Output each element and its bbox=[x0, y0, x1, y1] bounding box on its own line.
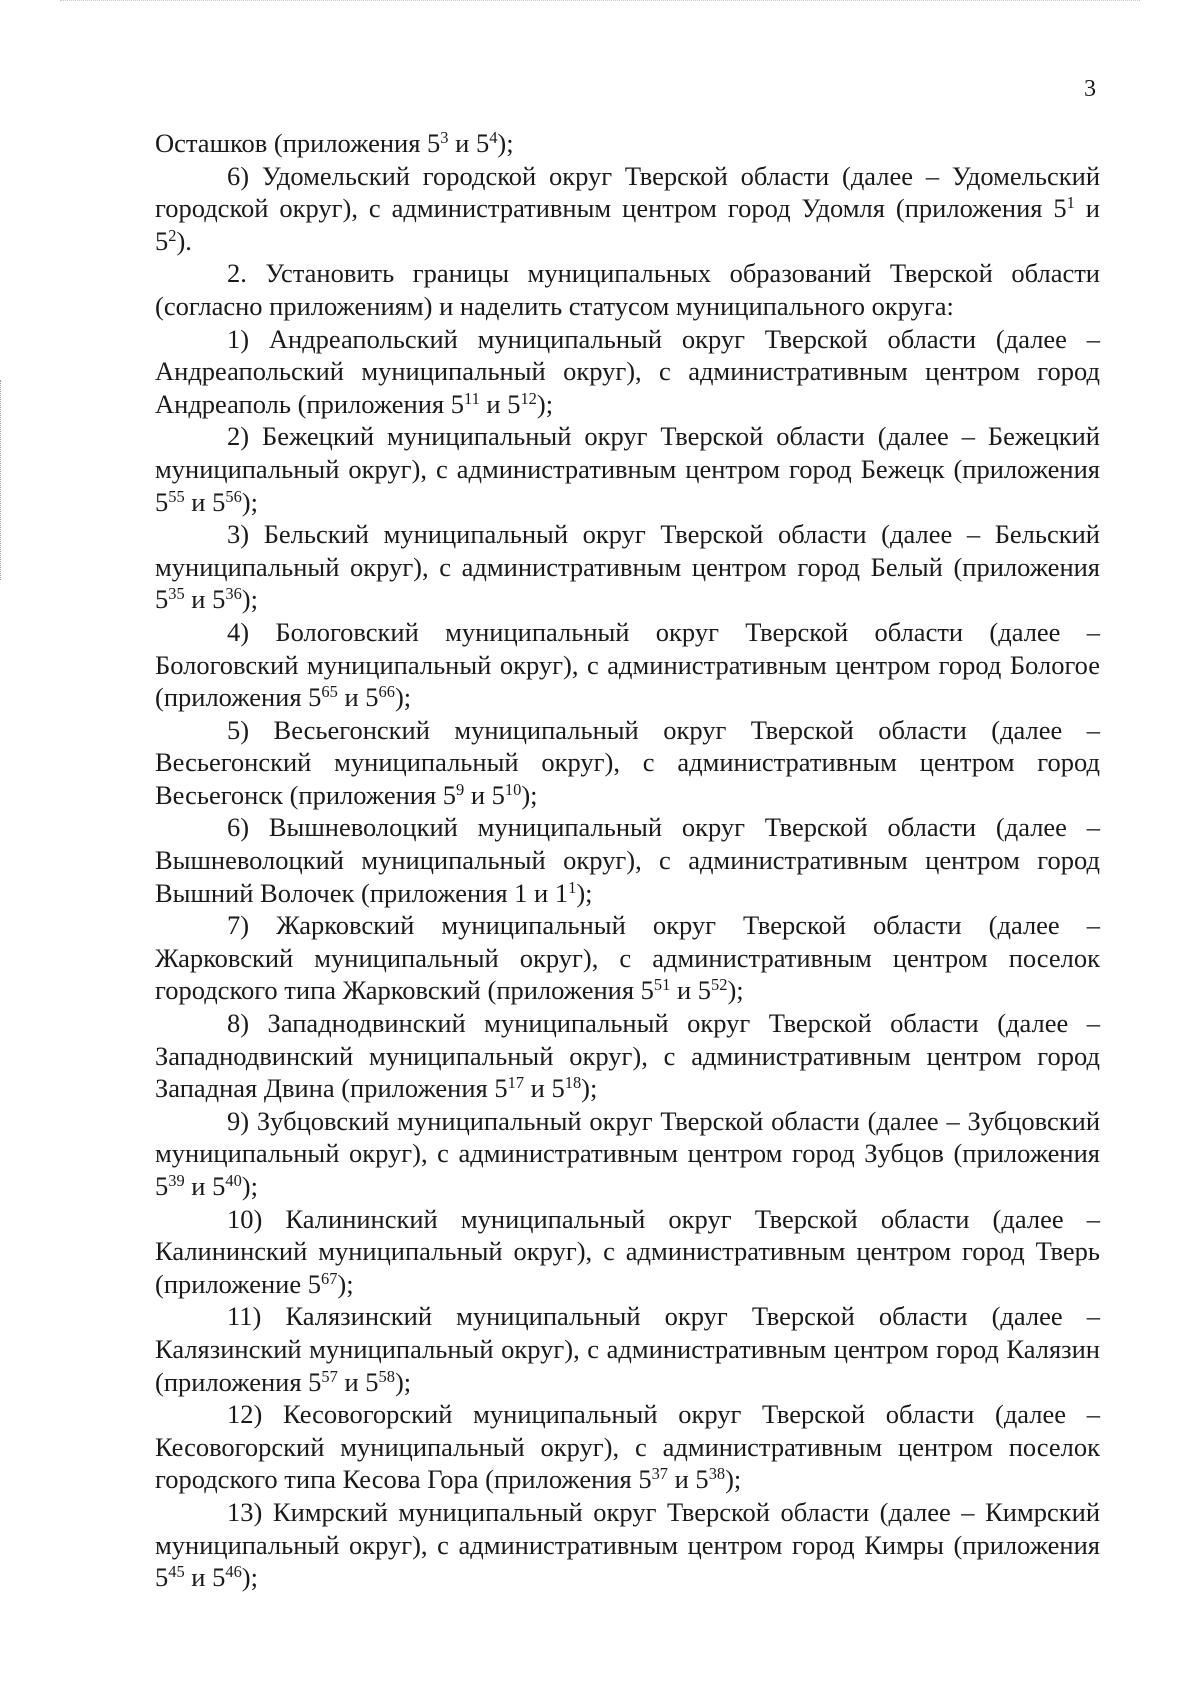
text-run: и 5 bbox=[337, 1366, 379, 1397]
text-run: 6) Удомельский городской округ Тверской области (далее – Удомельский городской округ), с административным центром город Удомля (приложения 5 bbox=[155, 160, 1100, 224]
paragraph bbox=[155, 518, 1100, 616]
text-run: ); bbox=[497, 128, 514, 158]
paragraph bbox=[155, 1300, 1100, 1398]
superscript-index: 39 bbox=[168, 1170, 185, 1190]
superscript-index: 45 bbox=[168, 1562, 185, 1582]
text-run: и 5 bbox=[184, 1562, 226, 1593]
text-run: ); bbox=[536, 388, 554, 419]
text-run: ). bbox=[176, 225, 192, 256]
superscript-index: 10 bbox=[504, 779, 522, 799]
text-run: 7) Жарковский муниципальный округ Тверской области (далее – Жарковский муниципальный округ), с административным центром поселок городского типа Жарковский (приложения 5 bbox=[155, 910, 1100, 1006]
text-run: 2) Бежецкий муниципальный округ Тверской области (далее – Бежецкий муниципальный округ), с административным центром город Бежецк (приложения 5 bbox=[155, 421, 1100, 517]
superscript-index: 2 bbox=[168, 225, 177, 245]
superscript-index: 18 bbox=[564, 1073, 582, 1093]
document-body bbox=[155, 127, 1100, 1594]
text-run: 4) Бологовский муниципальный округ Тверской области (далее – Бологовский муниципальный округ), с административным центром город Бологое (приложения 5 bbox=[155, 616, 1100, 713]
text-run: 10) Калининский муниципальный округ Тверской области (далее – Калининский муниципальный округ), с административным центром город Тверь (приложение 5 bbox=[155, 1203, 1100, 1299]
text-run: ); bbox=[727, 975, 744, 1006]
scan-edge-left bbox=[0, 380, 3, 580]
text-run: Осташков (приложения 5 bbox=[155, 128, 441, 158]
superscript-index: 46 bbox=[225, 1562, 242, 1582]
text-run: и 5 bbox=[479, 388, 521, 419]
text-run: ); bbox=[241, 486, 258, 517]
superscript-index: 65 bbox=[321, 682, 338, 702]
text-run: и 5 bbox=[448, 128, 490, 158]
superscript-index: 9 bbox=[456, 779, 465, 799]
text-run: ); bbox=[581, 1073, 598, 1104]
superscript-index: 35 bbox=[168, 584, 185, 604]
text-run: ); bbox=[241, 1171, 258, 1201]
superscript-index: 12 bbox=[520, 388, 537, 408]
text-run: и 5 bbox=[524, 1073, 565, 1104]
paragraph bbox=[155, 160, 1100, 258]
text-run: ); bbox=[241, 584, 258, 615]
paragraph bbox=[155, 1398, 1100, 1496]
superscript-index: 36 bbox=[225, 584, 242, 604]
text-run: 6) Вышневолоцкий муниципальный округ Тверской области (далее – Вышневолоцкий муниципальный округ), с административным центром город Вышний Волочек (приложения 1 и 1 bbox=[155, 812, 1100, 908]
text-run: ); bbox=[576, 877, 593, 908]
paragraph bbox=[155, 909, 1100, 1007]
text-run: 2. Установить границы муниципальных образований Тверской области (согласно приложениям) и наделить статусом муниципального округа: bbox=[155, 258, 1100, 321]
text-run: и 5 bbox=[155, 193, 1100, 256]
paragraph bbox=[155, 420, 1100, 518]
text-run: 12) Кесовогорский муниципальный округ Тверской области (далее – Кесовогорский муниципальный округ), с административным центром поселок городского типа Кесова Гора (приложения 5 bbox=[155, 1399, 1100, 1495]
superscript-index: 1 bbox=[568, 877, 577, 897]
superscript-index: 40 bbox=[225, 1170, 242, 1190]
superscript-index: 4 bbox=[489, 127, 498, 147]
text-run: ); bbox=[394, 1366, 412, 1397]
superscript-index: 55 bbox=[168, 486, 185, 506]
text-run: 13) Кимрский муниципальный округ Тверской области (далее – Кимрский муниципальный округ), с административным центром город Кимры (приложения 5 bbox=[155, 1496, 1100, 1593]
superscript-index: 1 bbox=[1066, 193, 1075, 213]
text-run: и 5 bbox=[670, 975, 712, 1006]
text-run: 9) Зубцовский муниципальный округ Тверской области (далее – Зубцовский муниципальный округ), с административным центром город Зубцов (приложения 5 bbox=[155, 1105, 1100, 1201]
paragraph bbox=[155, 1105, 1100, 1203]
text-run: ); bbox=[725, 1464, 742, 1495]
paragraph bbox=[155, 616, 1100, 714]
superscript-index: 37 bbox=[651, 1464, 668, 1484]
paragraph bbox=[155, 127, 1100, 160]
paragraph bbox=[155, 811, 1100, 909]
text-run: 1) Андреапольский муниципальный округ Тверской области (далее – Андреапольский муниципальный округ), с административным центром город Андреаполь (приложения 5 bbox=[155, 323, 1100, 419]
paragraph bbox=[155, 323, 1100, 421]
superscript-index: 38 bbox=[708, 1464, 726, 1484]
paragraph bbox=[155, 257, 1100, 322]
paragraph bbox=[155, 1007, 1100, 1105]
superscript-index: 52 bbox=[711, 975, 728, 995]
superscript-index: 57 bbox=[321, 1366, 338, 1386]
scan-edge-top bbox=[60, 0, 1140, 3]
page-number: 3 bbox=[1084, 76, 1096, 102]
superscript-index: 51 bbox=[653, 975, 671, 995]
text-run: 5) Весьегонский муниципальный округ Тверской области (далее – Весьегонский муниципальный округ), с административным центром город Весьегонск (приложения 5 bbox=[155, 714, 1100, 810]
paragraph bbox=[155, 1203, 1100, 1301]
text-run: ); bbox=[394, 682, 412, 713]
paragraph bbox=[155, 1496, 1100, 1594]
text-run: и 5 bbox=[184, 584, 226, 615]
text-run: 3) Бельский муниципальный округ Тверской области (далее – Бельский муниципальный округ), с административным центром город Белый (приложения 5 bbox=[155, 519, 1100, 615]
superscript-index: 11 bbox=[463, 388, 480, 408]
superscript-index: 56 bbox=[225, 486, 242, 506]
text-run: ); bbox=[337, 1268, 354, 1299]
text-run: и 5 bbox=[464, 779, 505, 810]
text-run: 8) Западнодвинский муниципальный округ Тверской области (далее – Западнодвинский муниципальный округ), с административным центром город Западная Двина (приложения 5 bbox=[155, 1008, 1100, 1104]
text-run: ); bbox=[521, 779, 538, 810]
text-run: и 5 bbox=[668, 1464, 709, 1495]
superscript-index: 3 bbox=[440, 127, 449, 147]
text-run: и 5 bbox=[337, 682, 379, 713]
text-run: и 5 bbox=[184, 1171, 226, 1201]
superscript-index: 17 bbox=[507, 1073, 525, 1093]
superscript-index: 58 bbox=[378, 1366, 395, 1386]
text-run: 11) Калязинский муниципальный округ Тверской области (далее – Калязинский муниципальный округ), с административным центром город Калязин (приложения 5 bbox=[155, 1301, 1100, 1397]
text-run: ); bbox=[241, 1562, 258, 1593]
superscript-index: 67 bbox=[320, 1268, 338, 1288]
superscript-index: 66 bbox=[378, 682, 395, 702]
text-run: и 5 bbox=[184, 486, 226, 517]
paragraph bbox=[155, 714, 1100, 812]
